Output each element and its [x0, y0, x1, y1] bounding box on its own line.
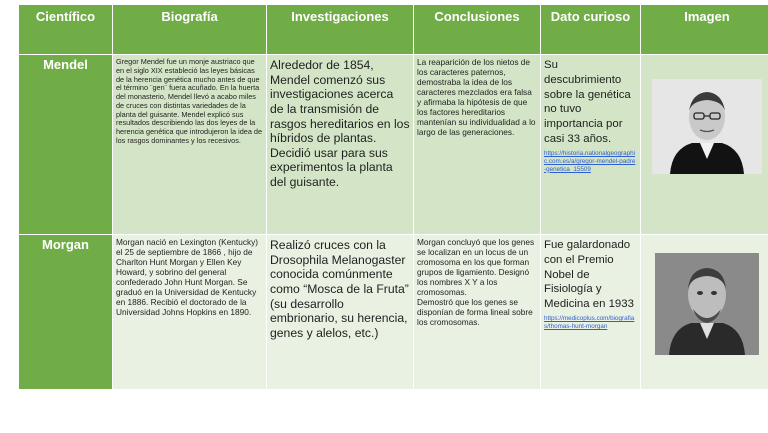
research-cell: Realizó cruces con la Drosophila Melanogaster conocida comúnmente como “Mosca de la Fruta” (su desarrollo embrionario, su herencia, genes y alelos, etc.) — [267, 235, 413, 389]
source-link[interactable]: https://historia.nationalgeographic.com.es/a/gregor-mendel-padre-genetica_15509 — [544, 149, 636, 173]
header-investigaciones: Investigaciones — [267, 5, 413, 54]
image-cell — [641, 235, 768, 389]
header-biografia: Biografía — [113, 5, 266, 54]
fact-cell — [541, 55, 640, 234]
biography-cell: Gregor Mendel fue un monje austriaco que en el siglo XIX estableció las leyes básicas de la herencia genética mucho antes de que el término ¨gen¨ fuera acuñado. En la huerta del monasterio, Mendel llevó a acabo miles de cruces con distintas variedades de la planta del guisante. Mendel explicó sus resultados describiendo las dos leyes de la herencia genética que introdujeron la idea de los rasgos dominantes y los recesivos. — [113, 55, 266, 234]
biography-cell: Morgan nació en Lexington (Kentucky) el 25 de septiembre de 1866 , hijo de Charlton Hunt Morgan y Ellen Key Howard, y sobrino del general confederado John Hunt Morgan. Se graduó en la Universidad de Kentucky en 1886. Recibió el doctorado de la Universidad Johns Hopkins en 1890. — [113, 235, 266, 389]
scientist-name: Mendel — [19, 55, 112, 234]
table-row-morgan — [19, 235, 768, 389]
conclusions-cell: La reaparición de los nietos de los caracteres paternos, demostraba la idea de los caracteres mezclados era falsa y afirmaba la hipótesis de que los factores hereditarios mantenían su individualidad a lo largo de las generaciones. — [414, 55, 540, 234]
conclusions-cell — [414, 235, 540, 389]
portrait-photo-icon — [652, 79, 762, 174]
portrait-photo-icon — [655, 253, 759, 355]
conclusions-paragraph: Morgan concluyó que los genes se localizan en un locus de un cromosoma en los que forman grupos de ligamiento. Designó los nombres X Y a los cromosomas. — [417, 237, 535, 297]
header-conclusiones: Conclusiones — [414, 5, 540, 54]
morgan-portrait — [655, 253, 759, 355]
research-cell: Alrededor de 1854, Mendel comenzó sus investigaciones acerca de la transmisión de rasgos hereditarios en los híbridos de plantas. Decidió usar para sus experimentos la planta del guisante. — [267, 55, 413, 234]
fact-text: Su descubrimiento sobre la genética no tuvo importancia por casi 33 años. — [544, 59, 631, 146]
conclusions-paragraph: Demostró que los genes se disponían de forma lineal sobre los cromosomas. — [417, 296, 533, 327]
header-cientifico: Científico — [19, 5, 112, 54]
scientist-name: Morgan — [19, 235, 112, 389]
mendel-portrait — [652, 79, 762, 174]
source-link[interactable]: https://medicoplus.com/biografias/thomas-hunt-morgan — [544, 315, 635, 330]
scientists-table — [18, 4, 768, 390]
table-header-row — [19, 5, 768, 54]
fact-cell — [541, 235, 640, 389]
table-row-mendel — [19, 55, 768, 234]
image-cell — [641, 55, 768, 234]
fact-text: Fue galardonado con el Premio Nobel de Fisiología y Medicina en 1933 — [544, 239, 634, 311]
header-imagen: Imagen — [641, 5, 768, 54]
header-dato-curioso: Dato curioso — [541, 5, 640, 54]
